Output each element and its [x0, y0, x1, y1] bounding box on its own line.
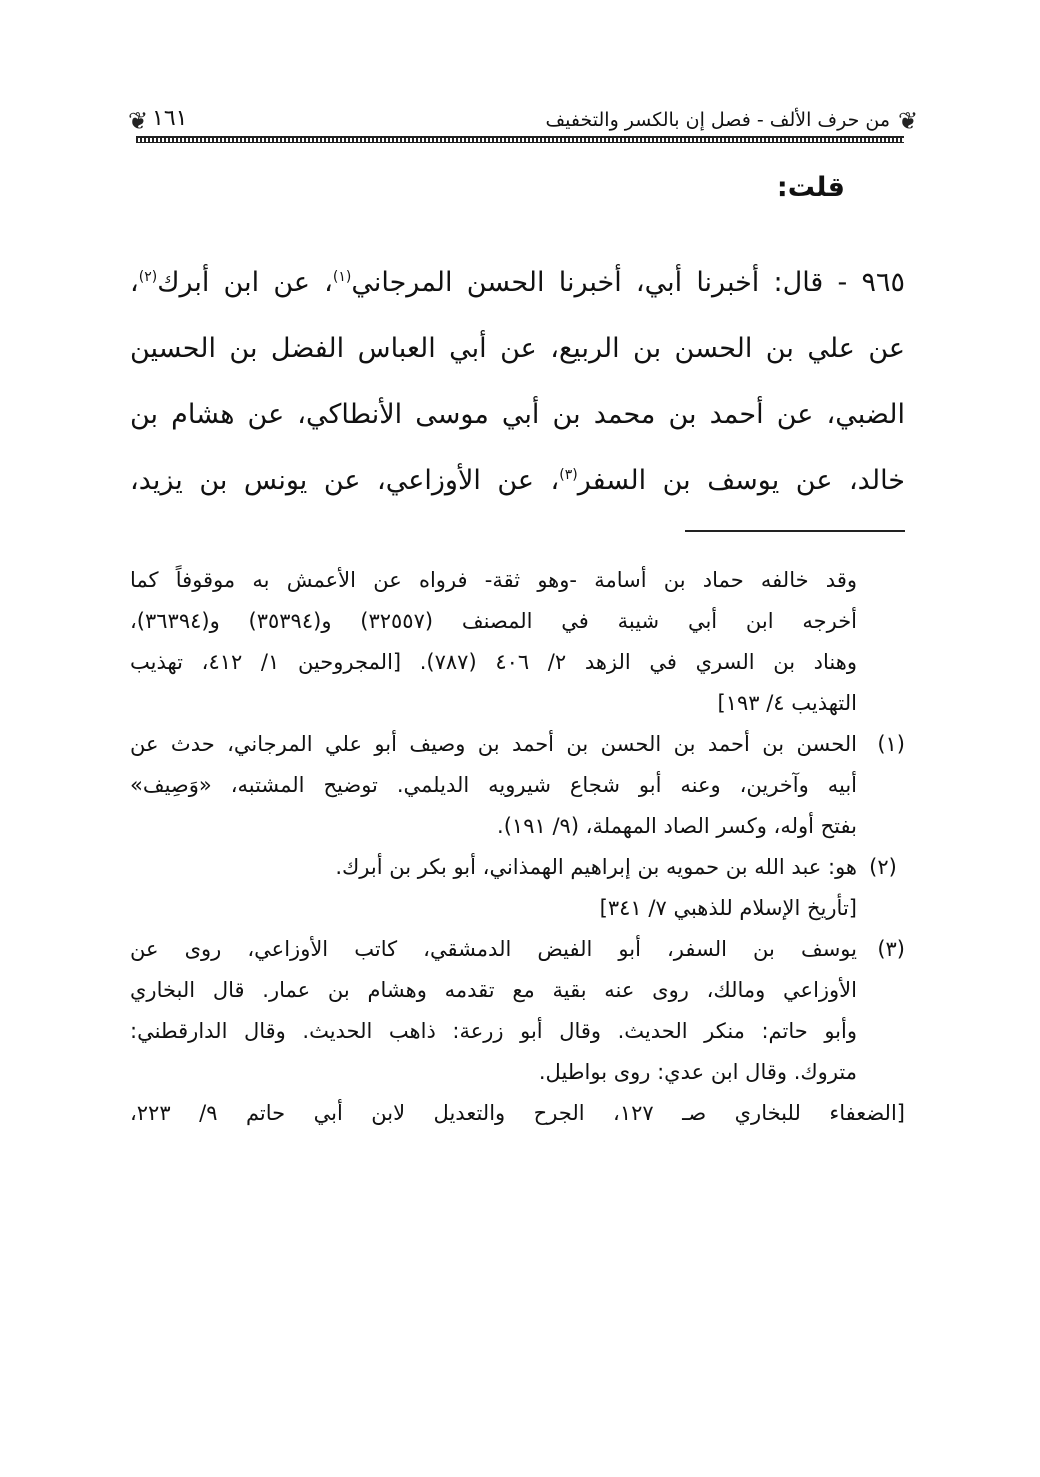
main-line-text: ٩٦٥ - قال: أخبرنا أبي، أخبرنا الحسن المرجاني: [351, 267, 905, 298]
footnote-ref: (٣): [559, 467, 578, 483]
ornament-icon: ❦: [897, 107, 919, 135]
main-line-text: ،: [130, 267, 139, 298]
footnote-continuation-line: وقد خالفه حماد بن أسامة -وهو ثقة- فرواه عن الأعمش به موقوفاً كما: [130, 568, 857, 592]
footnote-line: وأبو حاتم: منكر الحديث. وقال أبو زرعة: ذاهب الحديث. وقال الدارقطني:: [130, 1019, 857, 1043]
header-rule: [136, 136, 904, 143]
footnote-number: (٢): [869, 855, 897, 879]
header-title: من حرف الألف - فصل إن بالكسر والتخفيف: [545, 109, 890, 131]
footnote-separator: [685, 530, 905, 532]
main-line-text: ، عن الأوزاعي، عن يونس بن يزيد،: [130, 465, 560, 496]
footnote-line: يوسف بن السفر، أبو الفيض الدمشقي، كاتب الأوزاعي، روى عن: [130, 937, 857, 961]
footnote-ref: (٢): [138, 269, 158, 285]
footnote-1: [130, 724, 905, 765]
main-line-text: خالد، عن يوسف بن السفر: [577, 465, 905, 496]
footnotes: [130, 560, 905, 1134]
footnote-line: بفتح أوله، وكسر الصاد المهملة، (٩/ ١٩١).: [497, 814, 857, 838]
main-line-text: ، عن ابن أبرك: [157, 267, 333, 298]
footnote-continuation-line: أخرجه ابن أبي شيبة في المصنف (٣٢٥٥٧) و(٣٥٣٩٤) و(٣٦٣٩٤)،: [130, 609, 858, 633]
footnote-references-line: [الضعفاء للبخاري صـ ١٢٧، الجرح والتعديل لابن أبي حاتم ٩/ ٢٢٣،: [130, 1101, 905, 1125]
footnote-continuation-line: التهذيب ٤/ ١٩٣]: [717, 691, 857, 715]
ornament-icon: ❦: [127, 107, 149, 135]
footnote-number: (٣): [877, 937, 905, 961]
main-line: عن علي بن الحسن بن الربيع، عن أبي العباس الفضل بن الحسين: [130, 333, 905, 364]
footnote-3: [130, 929, 905, 970]
footnote-line: الأوزاعي ومالك، روى عنه بقية مع تقدمه وهشام بن عمار. قال البخاري: [130, 978, 857, 1002]
footnote-ref: (١): [332, 269, 352, 285]
main-line: الضبي، عن أحمد بن محمد بن أبي موسى الأنطاكي، عن هشام بن: [130, 399, 905, 430]
footnote-line: متروك. وقال ابن عدي: روى بواطيل.: [538, 1060, 857, 1084]
footnote-line: [تأريخ الإسلام للذهبي ٧/ ٣٤١]: [599, 896, 857, 920]
page-number: ١٦١: [152, 106, 188, 131]
main-text: [130, 250, 905, 514]
main-line: [130, 448, 905, 514]
main-line: [130, 250, 905, 316]
footnote-number: (١): [877, 732, 905, 756]
footnote-2: [130, 847, 905, 888]
footnote-line: أبيه وآخرين، وعنه أبو شجاع شيرويه الديلمي. توضيح المشتبه، «وَصِيف»: [130, 773, 857, 797]
running-header: [127, 100, 919, 144]
section-heading: قلت:: [776, 172, 845, 203]
footnote-line: هو: عبد الله بن حمويه بن إبراهيم الهمذاني، أبو بكر بن أبرك.: [335, 855, 857, 879]
footnote-continuation-line: وهناد بن السري في الزهد ٢/ ٤٠٦ (٧٨٧). [المجروحين ١/ ٤١٢، تهذيب: [130, 650, 857, 674]
footnote-line: الحسن بن أحمد بن الحسن بن أحمد بن وصيف أبو علي المرجاني، حدث عن: [130, 732, 857, 756]
